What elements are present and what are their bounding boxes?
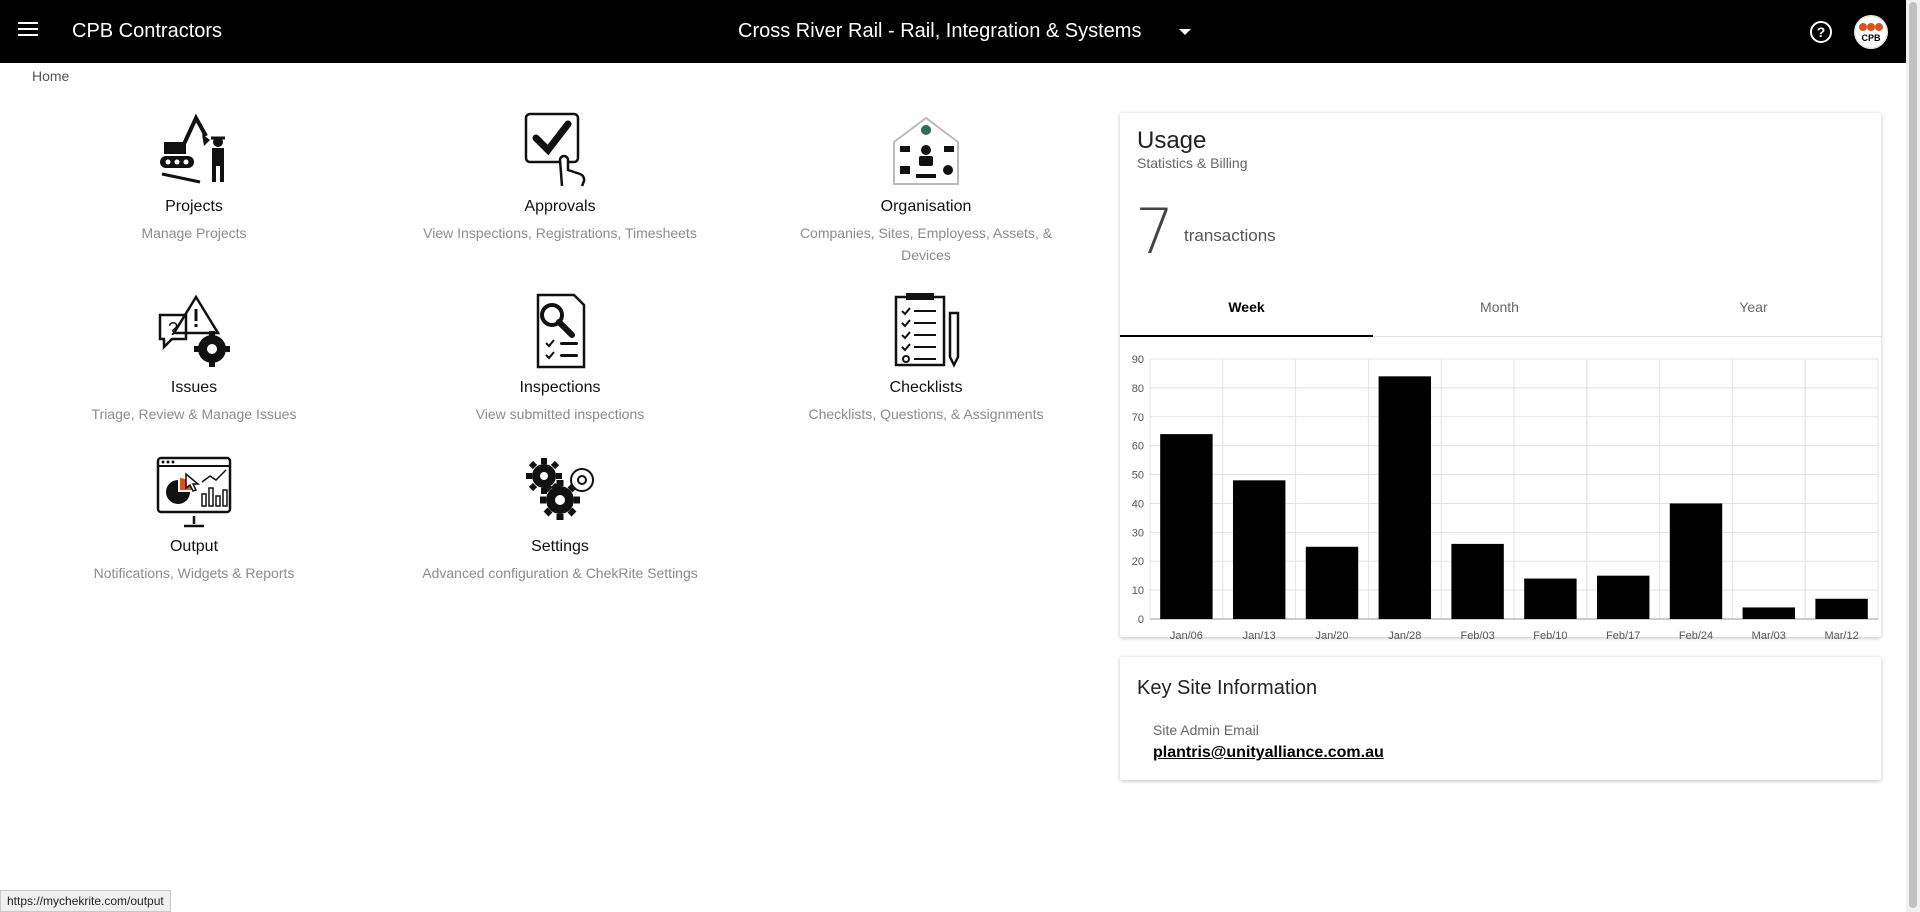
usage-card	[1120, 113, 1881, 642]
usage-bar-chart	[1120, 339, 1881, 642]
brand-title: CPB Contractors	[72, 20, 223, 42]
tile-approvals[interactable]	[410, 112, 710, 244]
bar-mar-03	[1743, 607, 1795, 619]
y-tick-label: 70	[1131, 411, 1144, 424]
usage-subtitle: Statistics & Billing	[1137, 155, 1248, 171]
dashboard-monitor-icon	[156, 452, 232, 528]
key-site-card	[1120, 657, 1881, 780]
tile-title: Approvals	[524, 198, 596, 215]
project-name: Cross River Rail - Rail, Integration & Systems	[738, 20, 1142, 42]
y-tick-label: 20	[1131, 556, 1144, 569]
tile-title: Output	[169, 538, 219, 555]
x-tick-label: Feb/03	[1460, 630, 1495, 642]
tile-projects[interactable]	[44, 112, 344, 244]
tile-title: Projects	[165, 198, 223, 215]
menu-icon[interactable]	[16, 18, 40, 42]
issue-gear-icon	[156, 293, 232, 369]
excavator-worker-icon	[156, 112, 232, 188]
checkbox-hand-icon	[522, 112, 598, 188]
tile-title: Settings	[531, 538, 589, 555]
tile-subtitle: View Inspections, Registrations, Timesheets	[423, 225, 697, 241]
y-tick-label: 0	[1137, 614, 1144, 626]
tile-title: Issues	[170, 379, 218, 396]
tile-title: Checklists	[889, 379, 963, 396]
tile-subtitle: Advanced configuration & ChekRite Settings	[422, 565, 698, 581]
tile-output[interactable]	[44, 452, 344, 584]
tile-subtitle: Companies, Sites, Employess, Assets, & Devices	[799, 225, 1053, 263]
gears-icon	[522, 452, 598, 528]
help-icon[interactable]: ?	[1810, 21, 1832, 43]
x-tick-label: Mar/12	[1824, 630, 1859, 642]
page-scrollbar[interactable]	[1906, 0, 1920, 912]
caret-down-icon	[1179, 29, 1191, 35]
tab-month[interactable]: Month	[1480, 299, 1519, 315]
tile-subtitle: Triage, Review & Manage Issues	[91, 406, 297, 422]
bar-feb-03	[1451, 544, 1503, 619]
usage-title: Usage	[1137, 127, 1207, 154]
transaction-count: 7	[1135, 195, 1175, 268]
y-tick-label: 10	[1131, 585, 1144, 598]
tile-title: Organisation	[880, 198, 972, 215]
tile-subtitle: Manage Projects	[141, 225, 247, 241]
tile-settings[interactable]	[410, 452, 710, 584]
y-tick-label: 80	[1131, 382, 1144, 395]
site-admin-email-link[interactable]: plantris@unityalliance.com.au	[1153, 744, 1384, 761]
y-tick-label: 60	[1131, 440, 1144, 453]
x-tick-label: Jan/28	[1388, 630, 1422, 642]
avatar-text: CPB	[1861, 33, 1881, 43]
tab-week[interactable]: Week	[1120, 285, 1373, 337]
x-tick-label: Jan/06	[1169, 630, 1203, 642]
tile-subtitle: Notifications, Widgets & Reports	[93, 565, 295, 581]
bar-feb-17	[1597, 576, 1649, 619]
x-tick-label: Jan/20	[1315, 630, 1349, 642]
tile-subtitle: Checklists, Questions, & Assignments	[808, 406, 1044, 422]
bar-jan-20	[1306, 547, 1358, 619]
bar-mar-12	[1815, 599, 1867, 619]
organisation-house-icon	[888, 112, 964, 188]
project-selector[interactable]	[738, 20, 1191, 43]
x-tick-label: Feb/24	[1678, 630, 1714, 642]
tile-organisation[interactable]	[776, 112, 1076, 266]
bar-jan-13	[1233, 480, 1285, 619]
cpb-logo-icon	[1854, 15, 1888, 49]
site-admin-email-label: Site Admin Email	[1153, 722, 1259, 738]
x-tick-label: Jan/13	[1242, 630, 1276, 642]
key-site-title: Key Site Information	[1137, 677, 1318, 699]
bar-jan-28	[1379, 376, 1431, 619]
scrollbar-thumb[interactable]	[1909, 2, 1917, 908]
x-tick-label: Feb/10	[1533, 630, 1568, 642]
breadcrumb[interactable]: Home	[32, 68, 70, 84]
tile-inspections[interactable]	[410, 293, 710, 425]
x-tick-label: Mar/03	[1751, 630, 1786, 642]
tile-subtitle: View submitted inspections	[475, 406, 645, 422]
bar-feb-10	[1524, 579, 1576, 619]
bar-jan-06	[1160, 434, 1212, 619]
y-tick-label: 30	[1131, 527, 1144, 540]
top-app-bar	[0, 0, 1906, 63]
tab-year[interactable]: Year	[1739, 299, 1768, 315]
x-tick-label: Feb/17	[1606, 630, 1641, 642]
tile-title: Inspections	[519, 379, 601, 396]
transaction-unit: transactions	[1184, 226, 1276, 245]
y-tick-label: 50	[1131, 469, 1144, 482]
usage-tabs	[1120, 285, 1881, 337]
bar-feb-24	[1670, 503, 1722, 619]
inspection-document-icon	[522, 293, 598, 369]
avatar[interactable]	[1854, 15, 1888, 49]
link-status-bar: https://mychekrite.com/output	[0, 890, 171, 912]
y-tick-label: 40	[1131, 498, 1144, 511]
y-tick-label: 90	[1131, 354, 1144, 366]
svg-text:?: ?	[167, 319, 179, 339]
tile-issues[interactable]	[44, 293, 344, 425]
tile-checklists[interactable]	[776, 293, 1076, 425]
checklist-pencil-icon	[888, 293, 964, 369]
